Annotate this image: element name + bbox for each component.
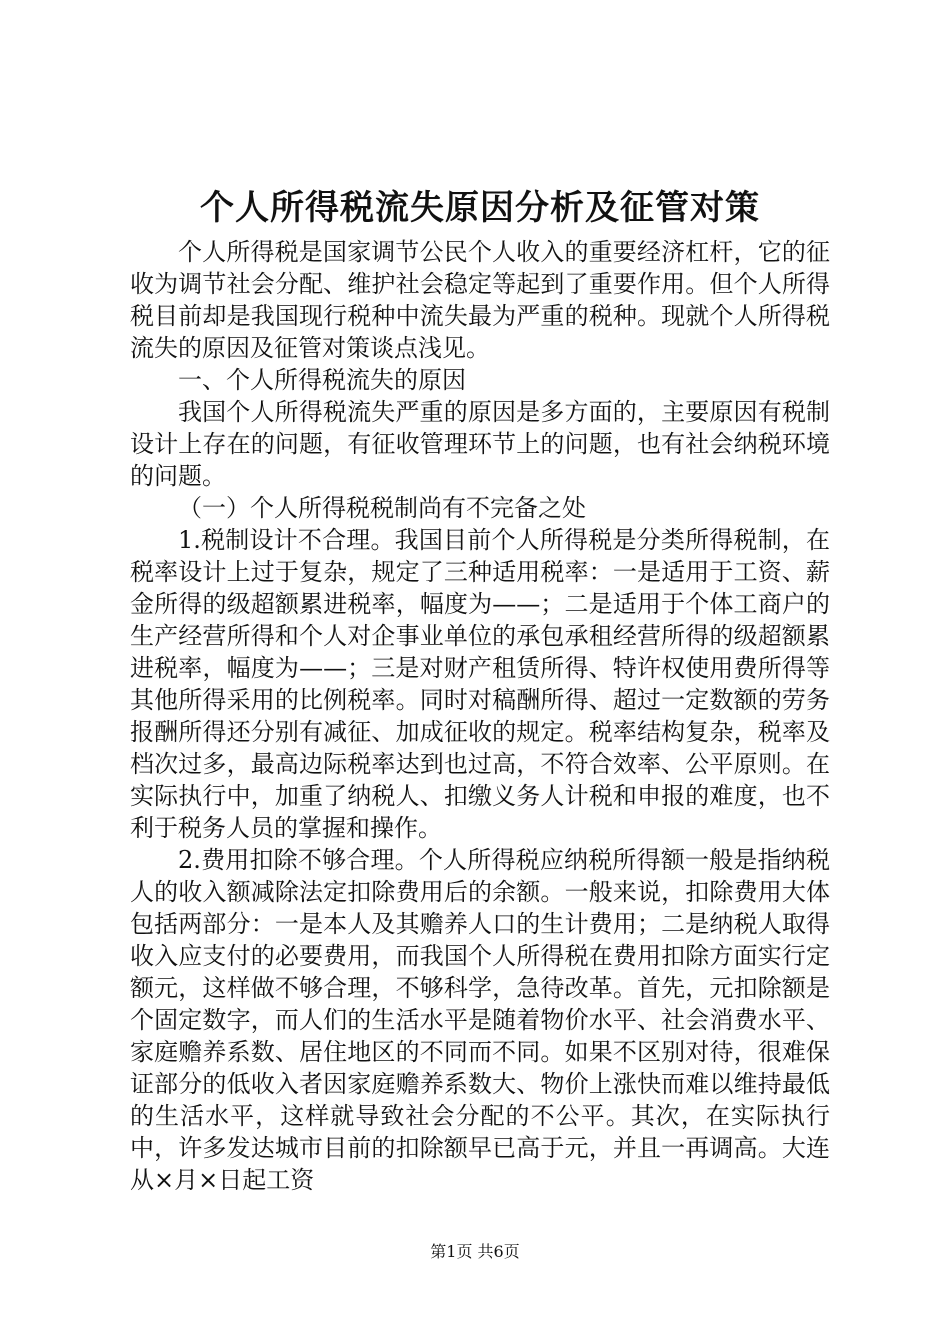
intro-paragraph: 个人所得税是国家调节公民个人收入的重要经济杠杆，它的征收为调节社会分配、维护社会稳定等起到了重要作用。但个人所得税目前却是我国现行税种中流失最为严重的税种。现就个人所得税流失的原因及征管对策谈点浅见。 <box>130 238 830 362</box>
section-paragraph-1: 我国个人所得税流失严重的原因是多方面的，主要原因有税制设计上存在的问题，有征收管理环节上的问题，也有社会纳税环境的问题。 <box>130 398 830 490</box>
document-title: 个人所得税流失原因分析及征管对策 <box>200 188 760 228</box>
page-footer: 第1页 共6页 <box>430 1242 520 1261</box>
document-body <box>130 180 830 1196</box>
subsection-heading-1: （一）个人所得税税制尚有不完备之处 <box>178 494 586 522</box>
point-paragraph-1: 1.税制设计不合理。我国目前个人所得税是分类所得税制，在税率设计上过于复杂，规定了三种适用税率：一是适用于工资、薪金所得的级超额累进税率，幅度为——；二是适用于个体工商户的生产经营所得和个人对企事业单位的承包承租经营所得的级超额累进税率，幅度为——；三是对财产租赁所得、特许权使用费所得等其他所得采用的比例税率。同时对稿酬所得、超过一定数额的劳务报酬所得还分别有减征、加成征收的规定。税率结构复杂，税率及档次过多，最高边际税率达到也过高，不符合效率、公平原则。在实际执行中，加重了纳税人、扣缴义务人计税和申报的难度，也不利于税务人员的掌握和操作。 <box>130 526 830 842</box>
point-paragraph-2: 2.费用扣除不够合理。个人所得税应纳税所得额一般是指纳税人的收入额减除法定扣除费用后的余额。一般来说，扣除费用大体包括两部分：一是本人及其赡养人口的生计费用；二是纳税人取得收入应支付的必要费用，而我国个人所得税在费用扣除方面实行定额元，这样做不够合理，不够科学，急待改革。首先，元扣除额是个固定数字，而人们的生活水平是随着物价水平、社会消费水平、家庭赡养系数、居住地区的不同而不同。如果不区别对待，很难保证部分的低收入者因家庭赡养系数大、物价上涨快而难以维持最低的生活水平，这样就导致社会分配的不公平。其次，在实际执行中，许多发达城市目前的扣除额早已高于元，并且一再调高。大连从×月×日起工资 <box>130 846 830 1194</box>
section-heading-1: 一、个人所得税流失的原因 <box>178 366 466 394</box>
